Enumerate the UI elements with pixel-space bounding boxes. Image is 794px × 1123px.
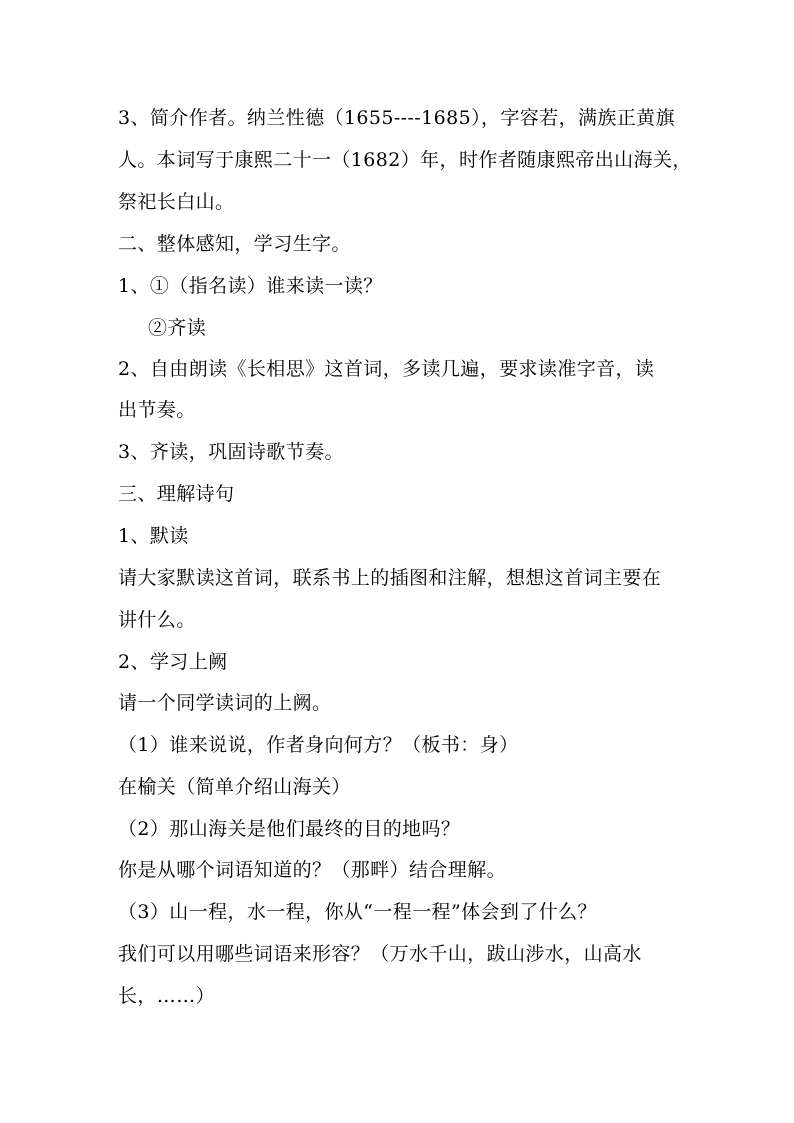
text-line: 3、简介作者。纳兰性德（1655----1685），字容若，满族正黄旗 [118, 107, 675, 129]
text-line: 请大家默读这首词，联系书上的插图和注解，想想这首词主要在 [118, 567, 662, 589]
text-line: （1）谁来说说，作者身向何方？（板书：身） [118, 734, 519, 756]
text-line: （3）山一程，水一程，你从“一程一程”体会到了什么？ [118, 901, 597, 923]
text-line: 2、学习上阙 [118, 651, 228, 673]
text-line: 请一个同学读词的上阙。 [118, 692, 332, 714]
text-line: 长，……） [118, 985, 216, 1007]
text-line: 你是从哪个词语知道的？（那畔）结合理解。 [118, 859, 507, 881]
text-line: 1、默读 [118, 525, 189, 547]
text-line: 人。本词写于康熙二十一（1682）年，时作者随康熙帝出山海关， [118, 149, 692, 171]
section-heading: 三、理解诗句 [118, 483, 235, 505]
text-line: 祭祀长白山。 [118, 191, 235, 213]
text-line: 出节奏。 [118, 399, 196, 421]
text-line: 我们可以用哪些词语来形容？（万水千山，跋山涉水，山高水 [118, 943, 642, 965]
section-heading: 二、整体感知，学习生字。 [118, 233, 351, 255]
text-line: 2、自由朗读《长相思》这首词，多读几遍，要求读准字音，读 [118, 358, 655, 380]
text-line: （2）那山海关是他们最终的目的地吗？ [118, 818, 461, 840]
text-line: 讲什么。 [118, 609, 196, 631]
text-line: 1、①（指名读）谁来读一读？ [118, 275, 383, 297]
text-line: ②齐读 [148, 317, 207, 339]
text-line: 在榆关（简单介绍山海关） [118, 776, 351, 798]
text-line: 3、齐读，巩固诗歌节奏。 [118, 441, 344, 463]
